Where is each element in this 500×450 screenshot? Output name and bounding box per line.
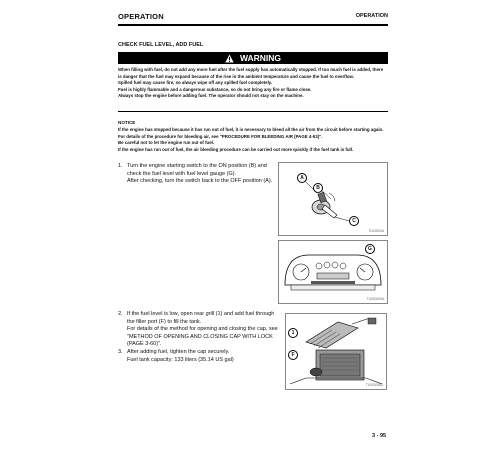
figure-id: TL00G00A2: [365, 383, 383, 387]
step-line: "METHOD OF OPENING AND CLOSING CAP WITH LOCK: [127, 333, 273, 340]
warning-text: [118, 67, 388, 100]
warning-line: Always stop the engine before adding fuel. The operator should not stay on the machine.: [118, 93, 304, 99]
notice-line: Be careful not to let the engine run out of fuel.: [118, 140, 215, 146]
figure-id: TL00G004A: [366, 297, 384, 301]
step-line: check the fuel level with fuel level gauge (G).: [127, 170, 237, 177]
notice-rule: [118, 111, 388, 112]
figure-id: TL00G00A: [368, 229, 384, 233]
warning-label: WARNING: [239, 53, 282, 63]
warning-triangle-icon: [225, 54, 234, 63]
step-line: the filler port (F) to fill the tank.: [127, 318, 202, 325]
page-number: 3 - 95: [372, 433, 387, 439]
notice-line: If the engine has run out of fuel, the air bleeding procedure can be carried out more quickly if the fuel tank is full.: [118, 146, 354, 152]
callout-1: 1: [288, 328, 298, 338]
step-line: Turn the engine starting switch to the ON position (B) and: [127, 163, 267, 169]
step-line: Fuel tank capacity: 133 liters (35.14 US gal): [127, 356, 234, 363]
page-header: [118, 12, 388, 24]
warning-banner: [118, 52, 388, 64]
starting-switch-figure: [278, 162, 388, 236]
callout-f: F: [288, 350, 298, 360]
callout-g: G: [365, 244, 375, 254]
warning-line: When filling with fuel, do not add any more fuel after the fuel supply has automatically stopped. If too much fuel is added, there: [118, 67, 384, 72]
callout-b: B: [313, 183, 323, 193]
header-left-title: OPERATION: [118, 12, 164, 21]
step-number: 1.: [118, 163, 123, 169]
step-line: For details of the method for opening and closing the cap, see: [127, 326, 278, 333]
warning-line: Spilled fuel may cause fire, so always wipe off any spilled fuel completely.: [118, 80, 273, 86]
notice-text: [118, 127, 388, 153]
step-number: 3.: [118, 349, 123, 355]
fuel-filler-figure: [285, 313, 387, 390]
warning-line: is danger that the fuel may expand because of the rise in the ambient temperature and cause the fuel to overflow.: [118, 73, 355, 79]
fuel-gauge-figure: [278, 240, 388, 304]
step-line: After checking, turn the switch back to the OFF position (A).: [127, 178, 273, 185]
starting-switch-illustration: [279, 163, 387, 235]
notice-line: If the engine has stopped because it has run out of fuel, it is necessary to bleed all the air from the circuit before starting again.: [118, 127, 384, 132]
notice-title: NOTICE: [118, 120, 136, 125]
step-number: 2.: [118, 311, 123, 317]
step-line: After adding fuel, tighten the cap securely.: [127, 349, 230, 355]
step-line: If the fuel level is low, open rear grill (1) and add fuel through: [127, 311, 275, 317]
warning-line: Fuel is highly flammable and a dangerous substance, so do not bring any fire or flame close.: [118, 86, 312, 92]
callout-c: C: [349, 216, 359, 226]
callout-a: A: [297, 173, 307, 183]
fuel-tank-illustration: [286, 314, 386, 389]
notice-line: For details of the procedure for bleeding air, see "PROCEDURE FOR BLEEDING AIR (PAGE 4-53)".: [118, 133, 323, 139]
step-line: (PAGE 3-60)".: [127, 341, 162, 348]
section-title: CHECK FUEL LEVEL, ADD FUEL: [118, 42, 204, 48]
header-right-title: OPERATION: [355, 13, 388, 19]
header-rule: [118, 24, 388, 26]
